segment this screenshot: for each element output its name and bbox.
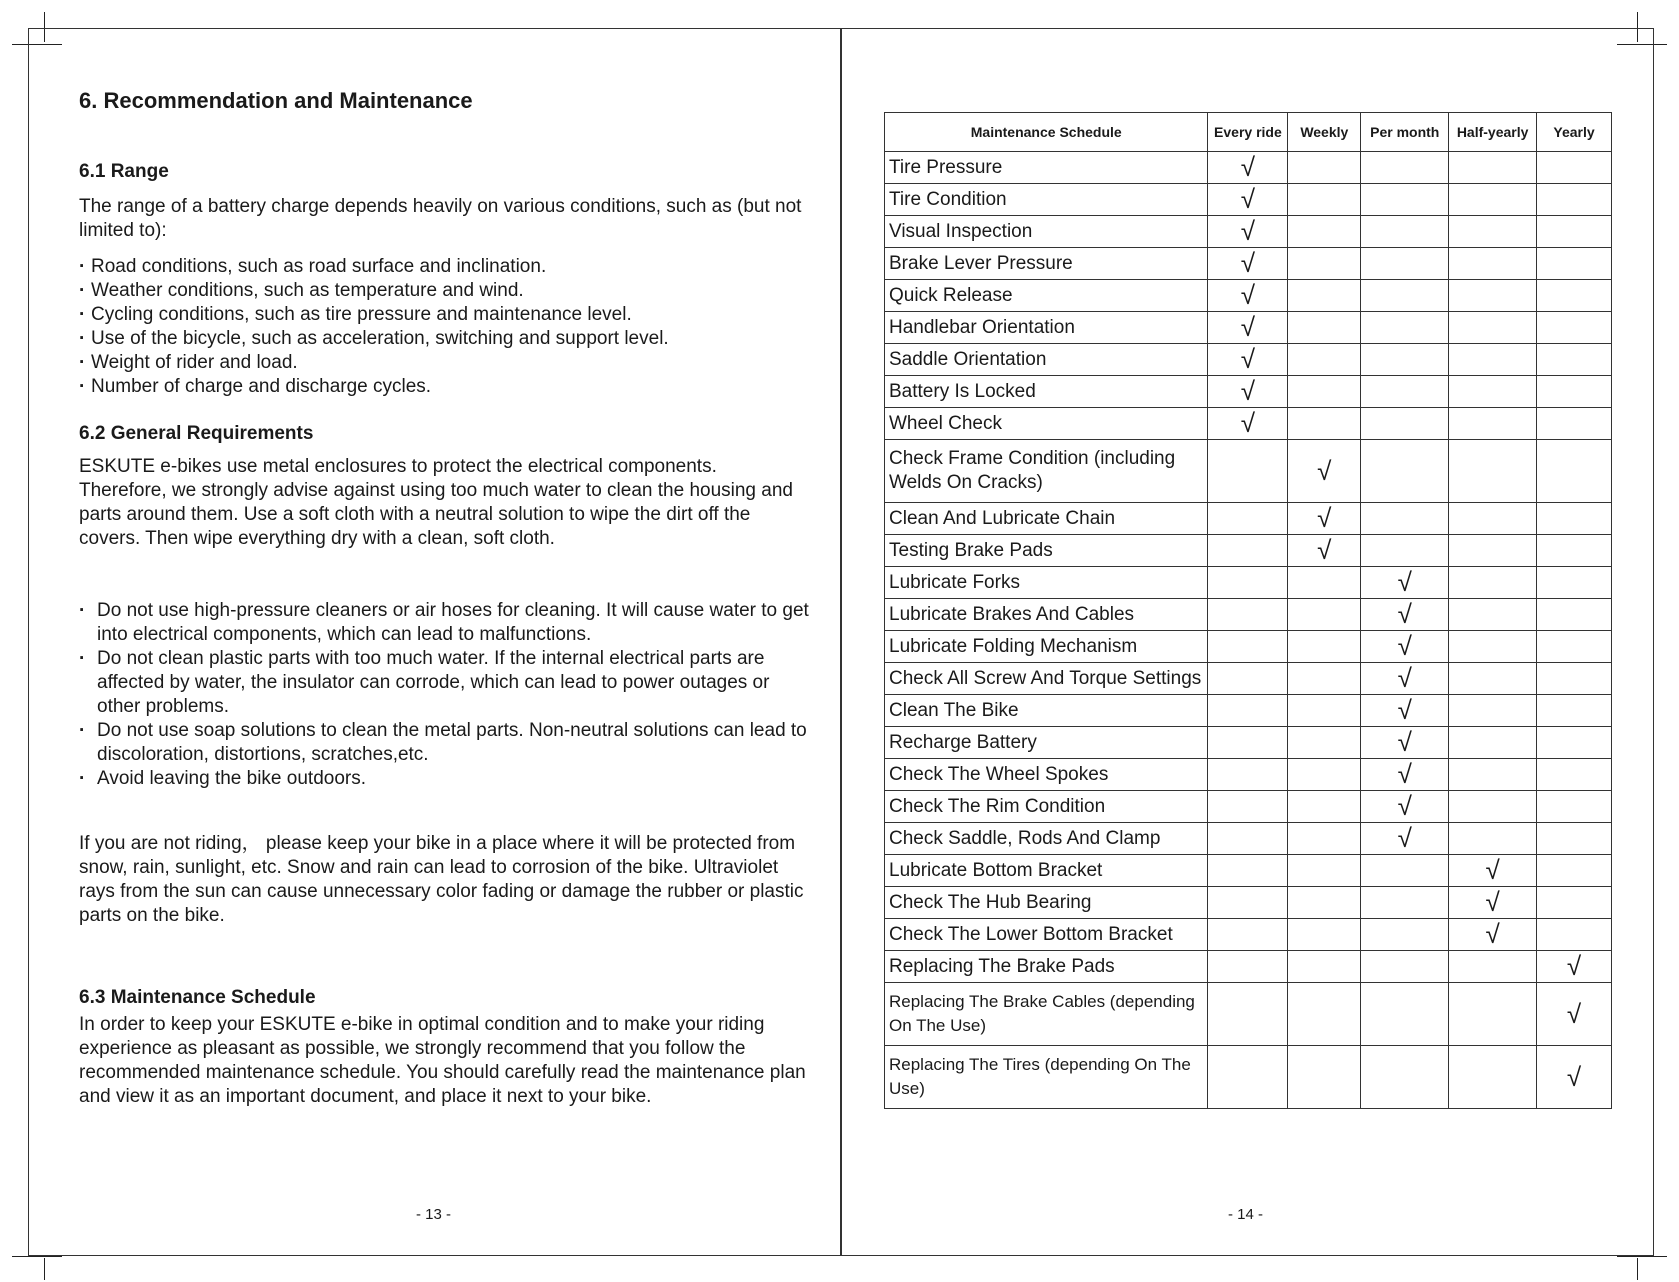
empty-cell <box>1208 951 1288 983</box>
list-item: · Weight of rider and load. <box>79 351 809 375</box>
empty-cell <box>1449 695 1537 727</box>
table-row <box>885 887 1612 919</box>
empty-cell <box>1208 567 1288 599</box>
check-mark: √ <box>1361 567 1449 599</box>
empty-cell <box>1449 535 1537 567</box>
empty-cell <box>1537 312 1612 344</box>
empty-cell <box>1449 983 1537 1046</box>
check-mark: √ <box>1361 631 1449 663</box>
list-item: · Avoid leaving the bike outdoors. <box>79 767 809 791</box>
empty-cell <box>1361 887 1449 919</box>
empty-cell <box>1208 535 1288 567</box>
general-requirements-text: ESKUTE e-bikes use metal enclosures to protect the electrical components. Therefore, we strongly advise against using too much water to clean the housing and parts around them. Use a soft cloth with a neutral solution to wipe the dirt off the covers. Then wipe everything dry with a clean, soft cloth. <box>79 456 793 549</box>
check-mark: √ <box>1449 887 1537 919</box>
maintenance-item: Visual Inspection <box>885 216 1208 248</box>
crop-mark <box>1617 1256 1667 1257</box>
table-row <box>885 663 1612 695</box>
empty-cell <box>1449 440 1537 503</box>
empty-cell <box>1288 855 1361 887</box>
empty-cell <box>1288 919 1361 951</box>
check-mark: √ <box>1288 440 1361 503</box>
check-mark: √ <box>1361 823 1449 855</box>
empty-cell <box>1288 280 1361 312</box>
empty-cell <box>1288 599 1361 631</box>
page-number-left: - 13 - <box>416 1206 452 1223</box>
empty-cell <box>1288 727 1361 759</box>
check-mark: √ <box>1288 535 1361 567</box>
list-item: · Number of charge and discharge cycles. <box>79 375 809 399</box>
left-page <box>79 88 809 1109</box>
empty-cell <box>1537 855 1612 887</box>
empty-cell <box>1208 727 1288 759</box>
empty-cell <box>1449 184 1537 216</box>
empty-cell <box>1361 503 1449 535</box>
maintenance-item: Check The Lower Bottom Bracket <box>885 919 1208 951</box>
table-row <box>885 248 1612 280</box>
empty-cell <box>1449 312 1537 344</box>
section-heading-range: 6.1 Range <box>79 161 169 182</box>
empty-cell <box>1361 440 1449 503</box>
maintenance-item: Wheel Check <box>885 408 1208 440</box>
empty-cell <box>1288 248 1361 280</box>
section-heading-maintenance-schedule: 6.3 Maintenance Schedule <box>79 987 316 1008</box>
empty-cell <box>1288 216 1361 248</box>
table-row <box>885 855 1612 887</box>
empty-cell <box>1361 855 1449 887</box>
table-row <box>885 280 1612 312</box>
check-mark: √ <box>1361 727 1449 759</box>
empty-cell <box>1288 759 1361 791</box>
maintenance-item: Tire Condition <box>885 184 1208 216</box>
maintenance-item: Replacing The Brake Cables (depending On The Use) <box>885 983 1208 1046</box>
empty-cell <box>1208 791 1288 823</box>
check-mark: √ <box>1537 1046 1612 1109</box>
check-mark: √ <box>1361 599 1449 631</box>
check-mark: √ <box>1208 312 1288 344</box>
maintenance-item: Check The Hub Bearing <box>885 887 1208 919</box>
empty-cell <box>1288 631 1361 663</box>
empty-cell <box>1208 919 1288 951</box>
empty-cell <box>1537 280 1612 312</box>
maintenance-item: Check The Wheel Spokes <box>885 759 1208 791</box>
empty-cell <box>1537 823 1612 855</box>
check-mark: √ <box>1361 759 1449 791</box>
storage-advice-text: If you are not riding， please keep your bike in a place where it will be protected from snow, rain, sunlight, etc. Snow and rain can lead to corrosion of the bike. Ultraviolet rays from the sun can cause unnecessary color fading or damage the rubber or plastic parts on the bike. <box>79 833 804 926</box>
maintenance-item: Replacing The Tires (depending On The Use) <box>885 1046 1208 1109</box>
list-item: · Do not use soap solutions to clean the metal parts. Non-neutral solutions can lead to discoloration, distortions, scratches,etc. <box>79 719 809 767</box>
maintenance-item: Clean The Bike <box>885 695 1208 727</box>
table-row <box>885 919 1612 951</box>
empty-cell <box>1537 408 1612 440</box>
empty-cell <box>1449 408 1537 440</box>
column-header: Every ride <box>1208 113 1288 152</box>
empty-cell <box>1361 216 1449 248</box>
table-row <box>885 376 1612 408</box>
empty-cell <box>1288 791 1361 823</box>
range-conditions-list <box>79 255 809 399</box>
empty-cell <box>1288 184 1361 216</box>
empty-cell <box>1537 759 1612 791</box>
table-row <box>885 1046 1612 1109</box>
table-row <box>885 791 1612 823</box>
maintenance-item: Check All Screw And Torque Settings <box>885 663 1208 695</box>
empty-cell <box>1449 152 1537 184</box>
empty-cell <box>1537 887 1612 919</box>
page-number-right: - 14 - <box>1228 1206 1264 1223</box>
empty-cell <box>1361 951 1449 983</box>
empty-cell <box>1288 567 1361 599</box>
table-row <box>885 599 1612 631</box>
empty-cell <box>1537 695 1612 727</box>
empty-cell <box>1449 503 1537 535</box>
table-header-row <box>885 113 1612 152</box>
empty-cell <box>1537 248 1612 280</box>
empty-cell <box>1449 376 1537 408</box>
table-row <box>885 440 1612 503</box>
section-heading-general-requirements: 6.2 General Requirements <box>79 423 314 444</box>
column-header: Yearly <box>1537 113 1612 152</box>
table-row <box>885 216 1612 248</box>
empty-cell <box>1537 344 1612 376</box>
crop-mark <box>1637 1258 1638 1280</box>
list-item: · Do not clean plastic parts with too much water. If the internal electrical parts are affected by water, the insulator can corrode, which can lead to power outages or other problems. <box>79 647 809 719</box>
empty-cell <box>1208 823 1288 855</box>
empty-cell <box>1449 791 1537 823</box>
empty-cell <box>1449 663 1537 695</box>
column-header: Half-yearly <box>1449 113 1537 152</box>
empty-cell <box>1449 823 1537 855</box>
check-mark: √ <box>1449 919 1537 951</box>
maintenance-item: Saddle Orientation <box>885 344 1208 376</box>
empty-cell <box>1208 855 1288 887</box>
check-mark: √ <box>1449 855 1537 887</box>
empty-cell <box>1361 344 1449 376</box>
table-row <box>885 535 1612 567</box>
check-mark: √ <box>1537 983 1612 1046</box>
table-row <box>885 983 1612 1046</box>
empty-cell <box>1288 951 1361 983</box>
list-item: · Road conditions, such as road surface and inclination. <box>79 255 809 279</box>
check-mark: √ <box>1208 408 1288 440</box>
check-mark: √ <box>1361 663 1449 695</box>
empty-cell <box>1537 567 1612 599</box>
empty-cell <box>1361 535 1449 567</box>
empty-cell <box>1288 312 1361 344</box>
empty-cell <box>1288 1046 1361 1109</box>
empty-cell <box>1288 695 1361 727</box>
empty-cell <box>1208 631 1288 663</box>
maintenance-item: Check Saddle, Rods And Clamp <box>885 823 1208 855</box>
maintenance-item: Quick Release <box>885 280 1208 312</box>
empty-cell <box>1449 248 1537 280</box>
check-mark: √ <box>1361 791 1449 823</box>
page-divider <box>840 28 842 1256</box>
empty-cell <box>1361 983 1449 1046</box>
empty-cell <box>1361 312 1449 344</box>
maintenance-item: Handlebar Orientation <box>885 312 1208 344</box>
empty-cell <box>1537 152 1612 184</box>
maintenance-item: Lubricate Bottom Bracket <box>885 855 1208 887</box>
maintenance-item: Lubricate Folding Mechanism <box>885 631 1208 663</box>
empty-cell <box>1361 1046 1449 1109</box>
table-row <box>885 503 1612 535</box>
empty-cell <box>1361 280 1449 312</box>
empty-cell <box>1449 567 1537 599</box>
maintenance-item: Brake Lever Pressure <box>885 248 1208 280</box>
maintenance-item: Replacing The Brake Pads <box>885 951 1208 983</box>
table-row <box>885 567 1612 599</box>
empty-cell <box>1288 152 1361 184</box>
empty-cell <box>1449 951 1537 983</box>
table-row <box>885 727 1612 759</box>
empty-cell <box>1537 184 1612 216</box>
empty-cell <box>1288 344 1361 376</box>
cleaning-warnings-list <box>79 599 809 791</box>
empty-cell <box>1288 376 1361 408</box>
check-mark: √ <box>1208 376 1288 408</box>
empty-cell <box>1288 983 1361 1046</box>
empty-cell <box>1208 887 1288 919</box>
list-item: · Cycling conditions, such as tire pressure and maintenance level. <box>79 303 809 327</box>
empty-cell <box>1208 503 1288 535</box>
maintenance-item: Battery Is Locked <box>885 376 1208 408</box>
empty-cell <box>1361 376 1449 408</box>
table-row <box>885 184 1612 216</box>
empty-cell <box>1361 152 1449 184</box>
empty-cell <box>1537 376 1612 408</box>
crop-mark <box>12 1256 62 1257</box>
check-mark: √ <box>1208 280 1288 312</box>
maintenance-schedule-text: In order to keep your ESKUTE e-bike in optimal condition and to make your riding experience as pleasant as possible, we strongly recommend that you follow the recommended maintenance schedule. You should carefully read the maintenance plan and view it as an important document, and place it next to your bike. <box>79 1014 806 1107</box>
empty-cell <box>1449 344 1537 376</box>
list-item: · Use of the bicycle, such as acceleration, switching and support level. <box>79 327 809 351</box>
maintenance-item: Check Frame Condition (including Welds On Cracks) <box>885 440 1208 503</box>
check-mark: √ <box>1361 695 1449 727</box>
maintenance-item: Lubricate Forks <box>885 567 1208 599</box>
check-mark: √ <box>1208 216 1288 248</box>
empty-cell <box>1537 503 1612 535</box>
maintenance-item: Testing Brake Pads <box>885 535 1208 567</box>
empty-cell <box>1361 248 1449 280</box>
column-header: Weekly <box>1288 113 1361 152</box>
list-item: · Do not use high-pressure cleaners or air hoses for cleaning. It will cause water to get into electrical components, which can lead to malfunctions. <box>79 599 809 647</box>
empty-cell <box>1208 983 1288 1046</box>
maintenance-item: Recharge Battery <box>885 727 1208 759</box>
page-title: 6. Recommendation and Maintenance <box>79 88 473 113</box>
check-mark: √ <box>1537 951 1612 983</box>
maintenance-item: Tire Pressure <box>885 152 1208 184</box>
table-row <box>885 312 1612 344</box>
empty-cell <box>1449 599 1537 631</box>
maintenance-schedule-table <box>884 112 1612 1109</box>
empty-cell <box>1537 216 1612 248</box>
empty-cell <box>1537 599 1612 631</box>
empty-cell <box>1449 216 1537 248</box>
maintenance-item: Clean And Lubricate Chain <box>885 503 1208 535</box>
table-row <box>885 408 1612 440</box>
table-row <box>885 695 1612 727</box>
empty-cell <box>1537 663 1612 695</box>
column-header: Maintenance Schedule <box>885 113 1208 152</box>
maintenance-item: Lubricate Brakes And Cables <box>885 599 1208 631</box>
empty-cell <box>1208 663 1288 695</box>
empty-cell <box>1537 727 1612 759</box>
check-mark: √ <box>1208 248 1288 280</box>
empty-cell <box>1288 887 1361 919</box>
empty-cell <box>1449 280 1537 312</box>
check-mark: √ <box>1288 503 1361 535</box>
check-mark: √ <box>1208 152 1288 184</box>
table-row <box>885 152 1612 184</box>
empty-cell <box>1288 823 1361 855</box>
table-row <box>885 631 1612 663</box>
table-row <box>885 951 1612 983</box>
empty-cell <box>1537 631 1612 663</box>
table-row <box>885 344 1612 376</box>
table-row <box>885 759 1612 791</box>
empty-cell <box>1537 440 1612 503</box>
empty-cell <box>1537 791 1612 823</box>
empty-cell <box>1208 440 1288 503</box>
empty-cell <box>1537 919 1612 951</box>
column-header: Per month <box>1361 113 1449 152</box>
empty-cell <box>1288 663 1361 695</box>
range-intro: The range of a battery charge depends heavily on various conditions, such as (but not limited to): <box>79 196 802 241</box>
table-row <box>885 823 1612 855</box>
empty-cell <box>1288 408 1361 440</box>
maintenance-item: Check The Rim Condition <box>885 791 1208 823</box>
list-item: · Weather conditions, such as temperature and wind. <box>79 279 809 303</box>
empty-cell <box>1537 535 1612 567</box>
empty-cell <box>1361 408 1449 440</box>
empty-cell <box>1208 1046 1288 1109</box>
crop-mark <box>44 1258 45 1280</box>
empty-cell <box>1208 599 1288 631</box>
empty-cell <box>1361 919 1449 951</box>
empty-cell <box>1361 184 1449 216</box>
empty-cell <box>1449 727 1537 759</box>
empty-cell <box>1449 1046 1537 1109</box>
check-mark: √ <box>1208 344 1288 376</box>
check-mark: √ <box>1208 184 1288 216</box>
empty-cell <box>1208 695 1288 727</box>
empty-cell <box>1449 759 1537 791</box>
empty-cell <box>1449 631 1537 663</box>
empty-cell <box>1208 759 1288 791</box>
